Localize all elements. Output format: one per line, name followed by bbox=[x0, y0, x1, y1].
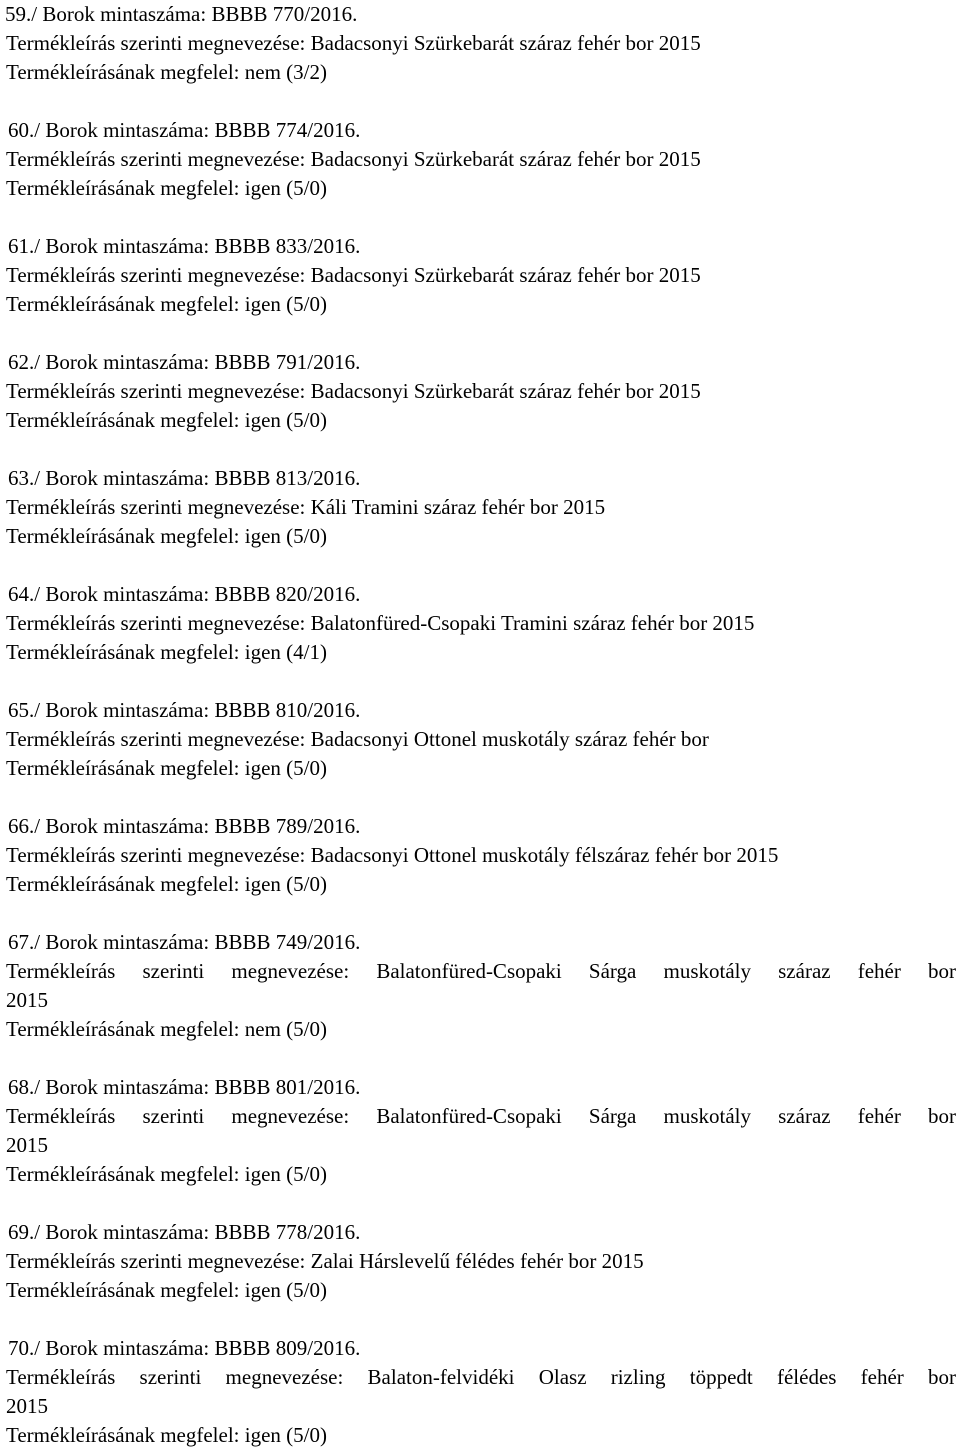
entry-compliance: Termékleírásának megfelel: nem (5/0) bbox=[6, 1017, 327, 1041]
entry-description: Termékleírás szerinti megnevezése: Balatonfüred-Csopaki Sárga muskotály száraz fehér bor bbox=[6, 959, 956, 983]
wine-entry bbox=[0, 1073, 960, 1189]
entry-description: Termékleírás szerinti megnevezése: Balatonfüred-Csopaki Tramini száraz fehér bor 2015 bbox=[6, 611, 755, 635]
entry-compliance: Termékleírásának megfelel: igen (5/0) bbox=[6, 408, 327, 432]
entry-heading: 63./ Borok mintaszáma: BBBB 813/2016. bbox=[8, 466, 361, 490]
wine-entry bbox=[0, 348, 960, 435]
entry-compliance: Termékleírásának megfelel: igen (5/0) bbox=[6, 524, 327, 548]
wine-entry bbox=[0, 116, 960, 203]
entry-description: Termékleírás szerinti megnevezése: Badacsonyi Szürkebarát száraz fehér bor 2015 bbox=[6, 31, 701, 55]
entry-description: Termékleírás szerinti megnevezése: Káli Tramini száraz fehér bor 2015 bbox=[6, 495, 606, 519]
entry-description: Termékleírás szerinti megnevezése: Balaton-felvidéki Olasz rizling töppedt félédes fehér bor bbox=[6, 1365, 956, 1389]
entry-description: Termékleírás szerinti megnevezése: Badacsonyi Szürkebarát száraz fehér bor 2015 bbox=[6, 379, 701, 403]
wine-entry bbox=[0, 696, 960, 783]
entry-heading: 60./ Borok mintaszáma: BBBB 774/2016. bbox=[8, 118, 361, 142]
wine-entry bbox=[0, 928, 960, 1044]
entry-compliance: Termékleírásának megfelel: igen (5/0) bbox=[6, 1162, 327, 1186]
entry-description: Termékleírás szerinti megnevezése: Badacsonyi Ottonel muskotály száraz fehér bor bbox=[6, 727, 709, 751]
entry-heading: 64./ Borok mintaszáma: BBBB 820/2016. bbox=[8, 582, 361, 606]
entry-description-continued: 2015 bbox=[6, 1133, 48, 1157]
wine-entry bbox=[0, 464, 960, 551]
entry-description: Termékleírás szerinti megnevezése: Badacsonyi Szürkebarát száraz fehér bor 2015 bbox=[6, 263, 701, 287]
entry-compliance: Termékleírásának megfelel: igen (4/1) bbox=[6, 640, 327, 664]
entry-compliance: Termékleírásának megfelel: igen (5/0) bbox=[6, 872, 327, 896]
entry-description: Termékleírás szerinti megnevezése: Badacsonyi Szürkebarát száraz fehér bor 2015 bbox=[6, 147, 701, 171]
entry-description: Termékleírás szerinti megnevezése: Zalai Hárslevelű félédes fehér bor 2015 bbox=[6, 1249, 644, 1273]
wine-entry bbox=[0, 812, 960, 899]
entry-compliance: Termékleírásának megfelel: igen (5/0) bbox=[6, 1423, 327, 1447]
entry-description-continued: 2015 bbox=[6, 1394, 48, 1418]
entry-compliance: Termékleírásának megfelel: igen (5/0) bbox=[6, 756, 327, 780]
entry-heading: 59./ Borok mintaszáma: BBBB 770/2016. bbox=[5, 2, 358, 26]
wine-entry bbox=[0, 1334, 960, 1450]
entry-description: Termékleírás szerinti megnevezése: Balatonfüred-Csopaki Sárga muskotály száraz fehér bor bbox=[6, 1104, 956, 1128]
wine-entry bbox=[0, 1218, 960, 1305]
entry-description-continued: 2015 bbox=[6, 988, 48, 1012]
entry-compliance: Termékleírásának megfelel: igen (5/0) bbox=[6, 1278, 327, 1302]
entry-compliance: Termékleírásának megfelel: igen (5/0) bbox=[6, 292, 327, 316]
entry-compliance: Termékleírásának megfelel: igen (5/0) bbox=[6, 176, 327, 200]
entry-heading: 68./ Borok mintaszáma: BBBB 801/2016. bbox=[8, 1075, 361, 1099]
entry-heading: 69./ Borok mintaszáma: BBBB 778/2016. bbox=[8, 1220, 361, 1244]
wine-entry bbox=[0, 580, 960, 667]
entry-heading: 65./ Borok mintaszáma: BBBB 810/2016. bbox=[8, 698, 361, 722]
entry-heading: 61./ Borok mintaszáma: BBBB 833/2016. bbox=[8, 234, 361, 258]
entry-compliance: Termékleírásának megfelel: nem (3/2) bbox=[6, 60, 327, 84]
entry-heading: 67./ Borok mintaszáma: BBBB 749/2016. bbox=[8, 930, 361, 954]
entry-heading: 62./ Borok mintaszáma: BBBB 791/2016. bbox=[8, 350, 361, 374]
entry-description: Termékleírás szerinti megnevezése: Badacsonyi Ottonel muskotály félszáraz fehér bor 2015 bbox=[6, 843, 779, 867]
wine-entry bbox=[0, 0, 960, 87]
entry-heading: 66./ Borok mintaszáma: BBBB 789/2016. bbox=[8, 814, 361, 838]
entry-heading: 70./ Borok mintaszáma: BBBB 809/2016. bbox=[8, 1336, 361, 1360]
wine-entry bbox=[0, 232, 960, 319]
